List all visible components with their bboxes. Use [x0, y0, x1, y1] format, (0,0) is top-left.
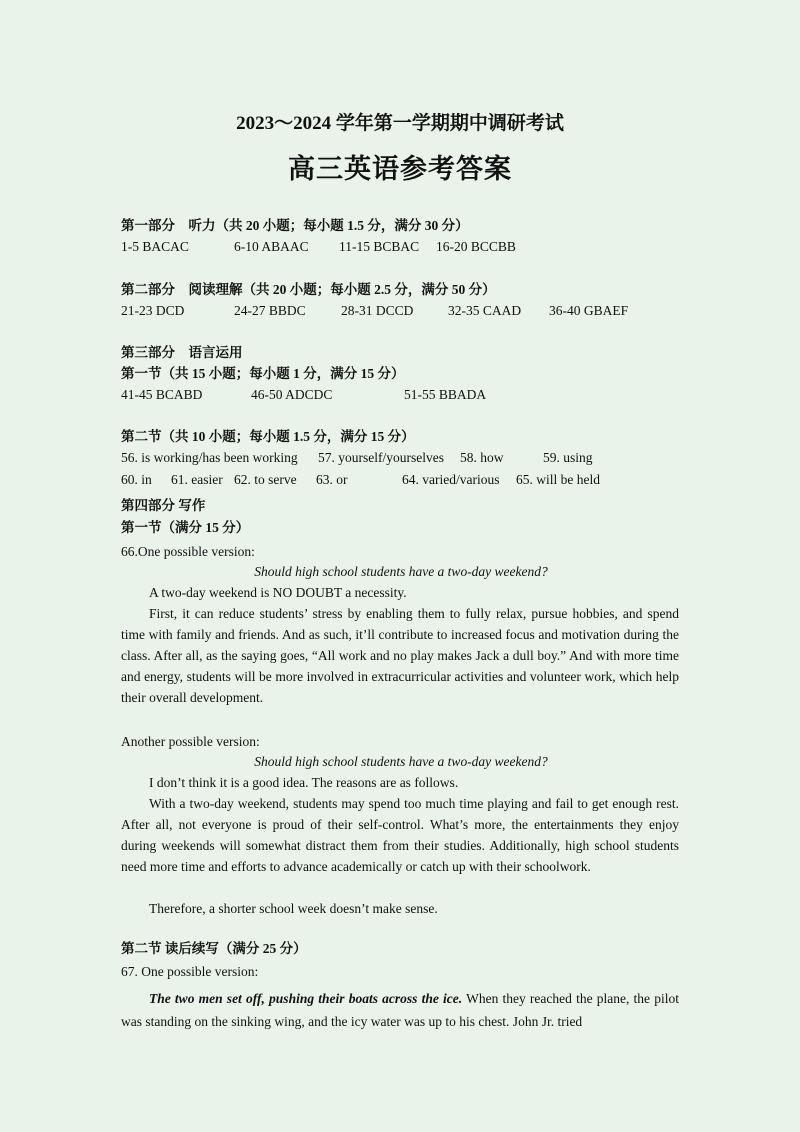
part3-heading: 第三部分 语言运用 — [121, 345, 243, 360]
version1-paragraph2: First, it can reduce students’ stress by enabling them to fully relax, pursue hobbies, and spend time with family and friends. And as such, it’ll contribute to increased focus and motivation during the class. After all, as the saying goes, “All work and no play makes Jack a dull boy.” And with more time and energy, students will be more involved in extracurricular activities and volunteer work, which help their overall development. — [121, 606, 679, 705]
part1-answers — [0, 238, 800, 256]
answer-group: 32-35 CAAD — [448, 303, 522, 318]
fill-answer: 58. how — [460, 450, 504, 465]
answer-group: 1-5 BACAC — [121, 239, 189, 254]
part2-answers — [0, 302, 800, 320]
part3-section1-heading: 第一节（共 15 小题；每小题 1 分，满分 15 分） — [121, 366, 405, 381]
question67-paragraph — [121, 987, 679, 1033]
answer-group: 28-31 DCCD — [341, 303, 414, 318]
answer-group: 21-23 DCD — [121, 303, 185, 318]
fill-answer: 64. varied/various — [402, 472, 500, 487]
essay-title: Should high school students have a two-day weekend? — [254, 564, 548, 579]
answer-group: 6-10 ABAAC — [234, 239, 309, 254]
fill-answer: 65. will be held — [516, 472, 600, 487]
fill-answer: 62. to serve — [234, 472, 297, 487]
fill-answer: 60. in — [121, 472, 152, 487]
part2-heading: 第二部分 阅读理解（共 20 小题；每小题 2.5 分，满分 50 分） — [121, 282, 496, 297]
exam-title: 2023～2024 学年第一学期期中调研考试 — [236, 113, 564, 134]
part4-section2-heading: 第二节 读后续写（满分 25 分） — [121, 941, 307, 956]
answer-group: 16-20 BCCBB — [436, 239, 516, 254]
fill-answer: 59. using — [543, 450, 593, 465]
version2-paragraph1: I don’t think it is a good idea. The reasons are as follows. — [149, 775, 459, 790]
answer-group: 41-45 BCABD — [121, 387, 203, 402]
part4-section1-heading: 第一节（满分 15 分） — [121, 520, 250, 535]
version2-label: Another possible version: — [121, 734, 260, 749]
part3-section2-heading: 第二节（共 10 小题；每小题 1.5 分，满分 15 分） — [121, 429, 415, 444]
answer-group: 11-15 BCBAC — [339, 239, 420, 254]
answer-group: 51-55 BBADA — [404, 387, 487, 402]
answer-group: 46-50 ADCDC — [251, 387, 333, 402]
part1-heading: 第一部分 听力（共 20 小题；每小题 1.5 分，满分 30 分） — [121, 218, 469, 233]
answer-key-title: 高三英语参考答案 — [288, 154, 512, 184]
fill-answer: 57. yourself/yourselves — [318, 450, 444, 465]
part3-section2-row1 — [0, 449, 800, 467]
question67-opening-sentence: The two men set off, pushing their boats across the ice. — [149, 991, 463, 1006]
answer-group: 24-27 BBDC — [234, 303, 306, 318]
fill-answer: 56. is working/has been working — [121, 450, 298, 465]
version2-paragraph2: With a two-day weekend, students may spend too much time playing and fail to get enough rest. After all, not everyone is proud of their self-control. What’s more, the entertainments they enjoy during weekends will somewhat distract them from their studies. Additionally, high school students need more time and efforts to advance academically or catch up with their schoolwork. — [121, 796, 679, 874]
essay-title-2: Should high school students have a two-day weekend? — [254, 754, 548, 769]
fill-answer: 61. easier — [171, 472, 223, 487]
fill-answer: 63. or — [316, 472, 348, 487]
question67-label: 67. One possible version: — [121, 964, 259, 979]
question67-continuation: When they reached the plane, the pilot was standing on the sinking wing, and the icy water was up to his chest. John Jr. tried — [121, 991, 679, 1029]
version1-paragraph1: A two-day weekend is NO DOUBT a necessity. — [149, 585, 407, 600]
part3-section1-answers — [0, 386, 800, 404]
version2-paragraph3: Therefore, a shorter school week doesn’t make sense. — [149, 901, 438, 916]
part4-heading: 第四部分 写作 — [121, 498, 206, 513]
answer-group: 36-40 GBAEF — [549, 303, 629, 318]
version1-label: 66.One possible version: — [121, 544, 255, 559]
part3-section2-row2 — [0, 471, 800, 489]
